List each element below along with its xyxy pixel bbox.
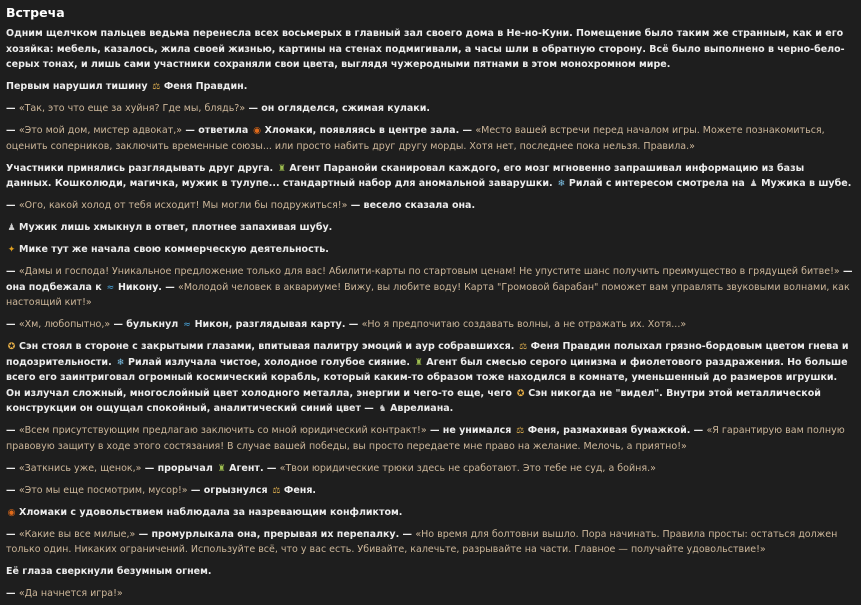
paragraph-p16: [6, 527, 853, 558]
narration-text: Рилай с интересом смотрела на: [568, 178, 749, 189]
broom-icon: ✦: [7, 245, 16, 255]
paragraph-p2: [6, 79, 853, 95]
bear-icon: ♟: [749, 179, 758, 189]
paragraph-p6: [6, 198, 853, 214]
narration-text: —: [6, 462, 19, 474]
narration-text: Никон, разглядывая карту. —: [194, 319, 362, 330]
owl-icon: ✪: [7, 342, 16, 352]
dialogue-quote: «Но я предпочитаю создавать волны, а не отражать их. Хотя...»: [361, 319, 687, 330]
narration-text: — она подбежала к: [6, 266, 853, 293]
narration-text: Агент был смесью серого цинизма и фиолетового раздражения. Но больше всего его заинтриговал огромный космический корабль, который каким-то образом тоже находился в комнате, уменьшенный до размеров игрушки. Он излучал сложный, многослойный цвет холодного металла, энергии и чего-то еще, чего: [6, 356, 848, 399]
dialogue-quote: «Всем присутствующим предлагаю заключить со мной юридический контракт!»: [18, 425, 427, 436]
narration-text: —: [6, 266, 19, 277]
narration-text: Никону. —: [117, 281, 179, 293]
dialogue-quote: «Дамы и господа! Уникальное предложение только для вас! Абилити-карты по стартовым ценам! Не упустите шанс получить преимущество в грядущей битве!»: [18, 266, 840, 277]
narration-text: Хломаки, появляясь в центре зала. —: [264, 125, 476, 136]
narration-text: Аврелиана.: [390, 403, 454, 414]
narration-text: Агент. —: [229, 462, 280, 474]
scale-icon: ⚖: [152, 82, 161, 92]
dialogue-quote: «Это мой дом, мистер адвокат,»: [18, 125, 183, 136]
narration-text: Феня, размахивая бумажкой. —: [527, 425, 707, 436]
narration-text: Сэн никогда не "видел". Внутри этой металлической конструкции он ощущал спокойный, аналитический синий цвет —: [6, 387, 821, 414]
paragraph-p11: [6, 339, 853, 417]
paragraph-p7: [6, 220, 853, 236]
narration-text: — ответила: [182, 125, 252, 136]
narration-text: — промурлыкала она, прерывая их перепалку. —: [135, 528, 416, 540]
paragraph-p12: [6, 423, 853, 454]
narration-text: Мике тут же начала свою коммерческую деятельность.: [19, 244, 329, 255]
narration-text: — не унимался: [426, 425, 515, 436]
narration-text: Мужика в шубе.: [761, 178, 852, 189]
narration-text: —: [6, 103, 19, 114]
scale-icon: ⚖: [519, 342, 528, 352]
narration-text: —: [6, 125, 19, 136]
paragraph-p15: [6, 505, 853, 521]
paragraph-p4: [6, 123, 853, 154]
dialogue-quote: «Так, это что еще за хуйня? Где мы, блядь?»: [18, 103, 246, 114]
story-title: Встреча: [6, 5, 65, 20]
narration-text: — огрызнулся: [187, 484, 271, 496]
paragraph-p18: [6, 586, 853, 602]
dialogue-quote: «Место вашей встречи перед началом игры. Можете познакомиться, оценить соперников, заключить временные союзы... или просто набить друг другу морды. Хотя нет, последнее пока нельзя. Правила.»: [6, 125, 825, 152]
paragraph-p8: [6, 242, 853, 258]
narration-text: —: [6, 484, 19, 496]
narration-text: Рилай излучала чистое, холодное голубое сияние.: [127, 356, 414, 368]
dialogue-quote: «Я гарантирую вам полную правовую защиту в ходе этого состязания! В случае вашей победы, вы просто передаете мне право на желание. Мелочь, а приятно!»: [6, 425, 845, 452]
pumpkin-icon: ◉: [7, 507, 16, 518]
paragraph-p10: [6, 317, 853, 333]
dialogue-quote: «Хм, любопытно,»: [18, 319, 111, 330]
dialogue-quote: «Но время для болтовни вышло. Пора начинать. Правила просты: остаться должен только один. Никаких ограничений. Используйте всё, что у вас есть. Убивайте, калечьте, разрывайте на части. Главное — получайте удовольствие!»: [6, 528, 838, 555]
story-body: [6, 26, 853, 602]
paragraph-p17: [6, 564, 853, 580]
agent-icon: ♜: [217, 463, 226, 474]
narration-text: Мужик лишь хмыкнул в ответ, плотнее запахивая шубу.: [19, 222, 333, 233]
narration-text: Её глаза сверкнули безумным огнем.: [6, 566, 212, 577]
dialogue-quote: «Ого, какой холод от тебя исходит! Мы могли бы подружиться!»: [18, 200, 348, 211]
paragraph-p13: [6, 461, 853, 477]
paragraph-intro: [6, 26, 853, 73]
paragraph-p14: [6, 483, 853, 499]
narration-text: Феня.: [283, 484, 317, 496]
dialogue-quote: «Да начнется игра!»: [18, 588, 123, 599]
narration-text: —: [6, 200, 19, 211]
paragraph-p5: [6, 161, 853, 192]
pumpkin-icon: ◉: [253, 126, 261, 136]
narration-text: Одним щелчком пальцев ведьма перенесла всех восьмерых в главный зал своего дома в Не-но-Куни. Помещение было таким же странным, как и его хозяйка: мебель, казалось, жила своей жизнью, картины на стенах подмигивали, а часы шли в обратную сторону. Всё было выполнено в черно-бело-серых тонах, и лишь сами участники сохраняли свои цвета, выглядя чужеродными пятнами в этом монохромном мире.: [6, 28, 845, 70]
narration-text: —: [6, 528, 19, 540]
narration-text: Феня Правдин полыхал грязно-бордовым цветом гнева и подозрительности.: [6, 341, 849, 368]
narration-text: —: [6, 425, 19, 436]
bear-icon: ♟: [7, 223, 16, 233]
wolf-icon: ♞: [378, 404, 387, 414]
paragraph-p3: [6, 101, 853, 117]
narration-text: —: [6, 588, 19, 599]
narration-text: Хломаки с удовольствием наблюдала за назревающим конфликтом.: [19, 506, 403, 518]
snowflake-icon: ❄: [557, 179, 566, 189]
narration-text: Агент Паранойи сканировал каждого, его мозг мгновенно запрашивал информацию из базы данных. Кошколюди, магичка, мужик в тулупе... стандартный набор для аномальной заварушки.: [6, 162, 805, 189]
narration-text: —: [6, 319, 19, 330]
narration-text: Участники принялись разглядывать друг друга.: [6, 162, 277, 174]
agent-icon: ♜: [414, 357, 423, 368]
wave-icon: ≈: [183, 320, 191, 330]
narration-text: — прорычал: [141, 462, 217, 474]
agent-icon: ♜: [277, 163, 286, 174]
dialogue-quote: «Твои юридические трюки здесь не сработают. Это тебе не суд, а бойня.»: [279, 462, 656, 474]
scale-icon: ⚖: [272, 485, 281, 496]
narration-text: Первым нарушил тишину: [6, 81, 151, 92]
narration-text: — он огляделся, сжимая кулаки.: [245, 103, 430, 114]
narration-text: Сэн стоял в стороне с закрытыми глазами, впитывая палитру эмоций и аур собравшихся.: [19, 341, 518, 352]
scale-icon: ⚖: [516, 426, 525, 436]
snowflake-icon: ❄: [116, 357, 125, 368]
wave-icon: ≈: [106, 282, 115, 293]
narration-text: — булькнул: [110, 319, 182, 330]
owl-icon: ✪: [516, 388, 525, 399]
narration-text: — весело сказала она.: [347, 200, 476, 211]
paragraph-p9: [6, 264, 853, 311]
dialogue-quote: «Это мы еще посмотрим, мусор!»: [18, 484, 188, 496]
narration-text: Феня Правдин.: [163, 81, 248, 92]
dialogue-quote: «Какие вы все милые,»: [18, 528, 136, 540]
dialogue-quote: «Заткнись уже, щенок,»: [18, 462, 142, 474]
dialogue-quote: «Молодой человек в аквариуме! Вижу, вы любите воду! Карта "Громовой барабан" поможет вам управлять звуковыми волнами, как настоящий кит!»: [6, 281, 850, 308]
